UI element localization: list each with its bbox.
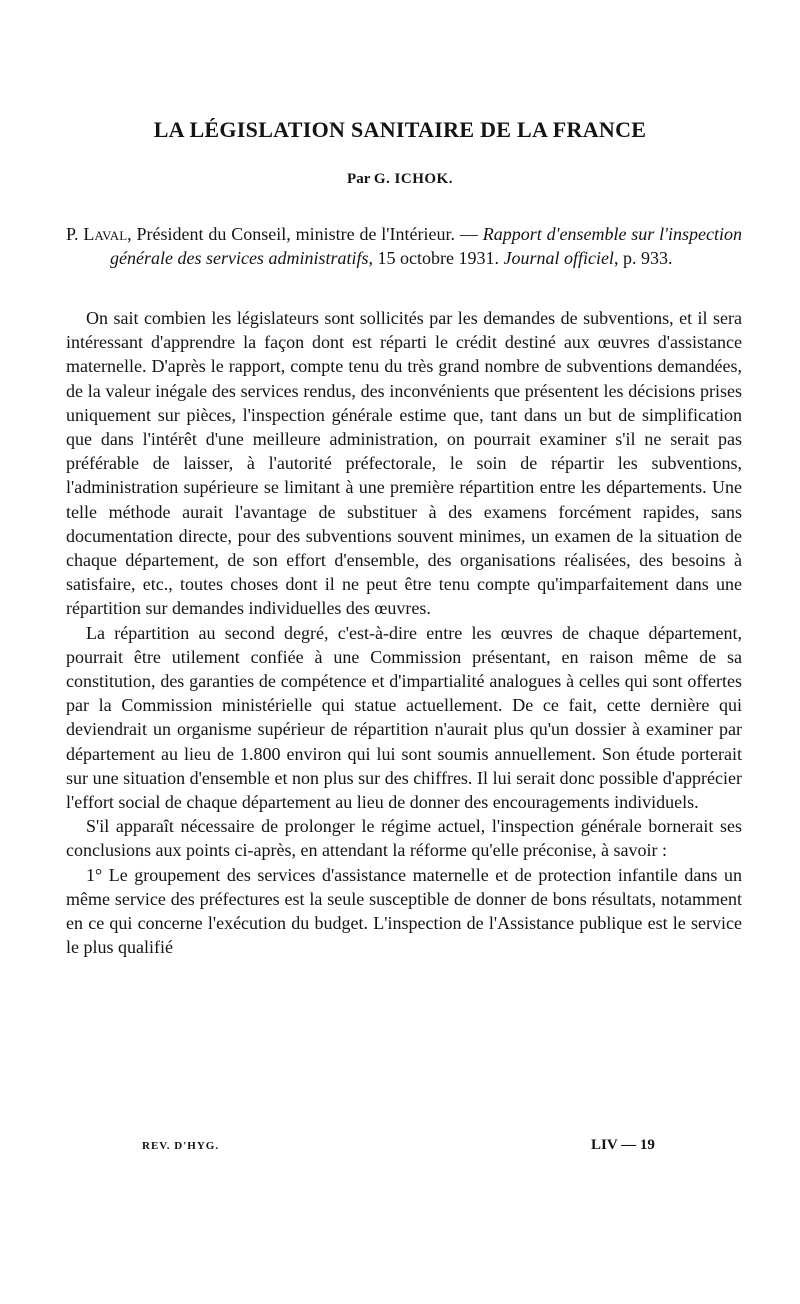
footer-signature-mark: LIV — 19: [591, 1137, 655, 1153]
reference-date: , 15 octobre 1931.: [368, 248, 504, 269]
footer-journal-abbrev: REV. D'HYG.: [142, 1140, 220, 1152]
author-name: G. ICHOK.: [373, 171, 453, 187]
article-body: [66, 306, 742, 959]
paragraph: 1° Le groupement des services d'assistance maternelle et de protection infantile dans un même service des préfectures est la seule susceptible de donner de bons résultats, notamment en ce qui concerne l'exécution du budget. L'inspection de l'Assistance publique est le service le plus qualifié: [66, 864, 742, 958]
reference-role: , Président du Conseil, ministre de l'Intérieur. —: [127, 224, 483, 244]
reference-author: P. Laval: [66, 224, 128, 244]
reference-journal: Journal officiel: [503, 248, 614, 269]
author-line: [0, 171, 800, 188]
paragraph: La répartition au second degré, c'est-à-dire entre les œuvres de chaque département, pourrait être utilement confiée à une Commission présentant, en raison même de sa constitution, des garanties de compétence et d'impartialité analogues à celles qui sont offertes par la Commission ministérielle qui statue actuellement. De ce fait, cette dernière qui deviendrait un organisme supérieur de répartition n'aurait plus qu'un dossier à examiner par département au lieu de 1.800 environ qui lui sont soumis annuellement. Son étude porterait sur une situation d'ensemble et non plus sur des chiffres. Il lui serait donc possible d'apprécier l'effort social de chaque département au lieu de donner des encouragements individuels.: [66, 622, 742, 813]
reference-report-title: Rapport d'ensemble sur l'inspection générale des services administratifs: [110, 224, 743, 269]
author-prefix: Par: [347, 171, 371, 187]
reference-page: , p. 933.: [613, 248, 673, 269]
bibliographic-reference: [66, 222, 742, 270]
paragraph: On sait combien les législateurs sont sollicités par les demandes de subventions, et il sera intéressant d'apprendre la façon dont est réparti le crédit destiné aux œuvres d'assistance maternelle. D'après le rapport, compte tenu du très grand nombre de subventions demandées, de la valeur inégale des services rendus, des inconvénients que présentent les décisions prises uniquement sur pièces, l'inspection générale estime que, tant dans un but de simplification que dans l'intérêt d'une meilleure administration, on pourrait examiner s'il ne serait pas préférable de laisser, à l'autorité préfectorale, le soin de répartir les subventions, l'administration supérieure se limitant à une première répartition entre les départements. Une telle méthode aurait l'avantage de substituer à des examens forcément rapides, sans documentation directe, pour des subventions souvent minimes, un examen de la situation de chaque département, de son effort d'ensemble, des organisations réalisées, des besoins à satisfaire, etc., toutes choses dont il ne peut être tenu compte qu'imparfaitement dans une répartition sur demandes individuelles des œuvres.: [66, 308, 742, 619]
paragraph: S'il apparaît nécessaire de prolonger le régime actuel, l'inspection générale bornerait ses conclusions aux points ci-après, en attendant la réforme qu'elle préconise, à savoir :: [66, 816, 742, 861]
article-title: LA LÉGISLATION SANITAIRE DE LA FRANCE: [153, 117, 647, 142]
